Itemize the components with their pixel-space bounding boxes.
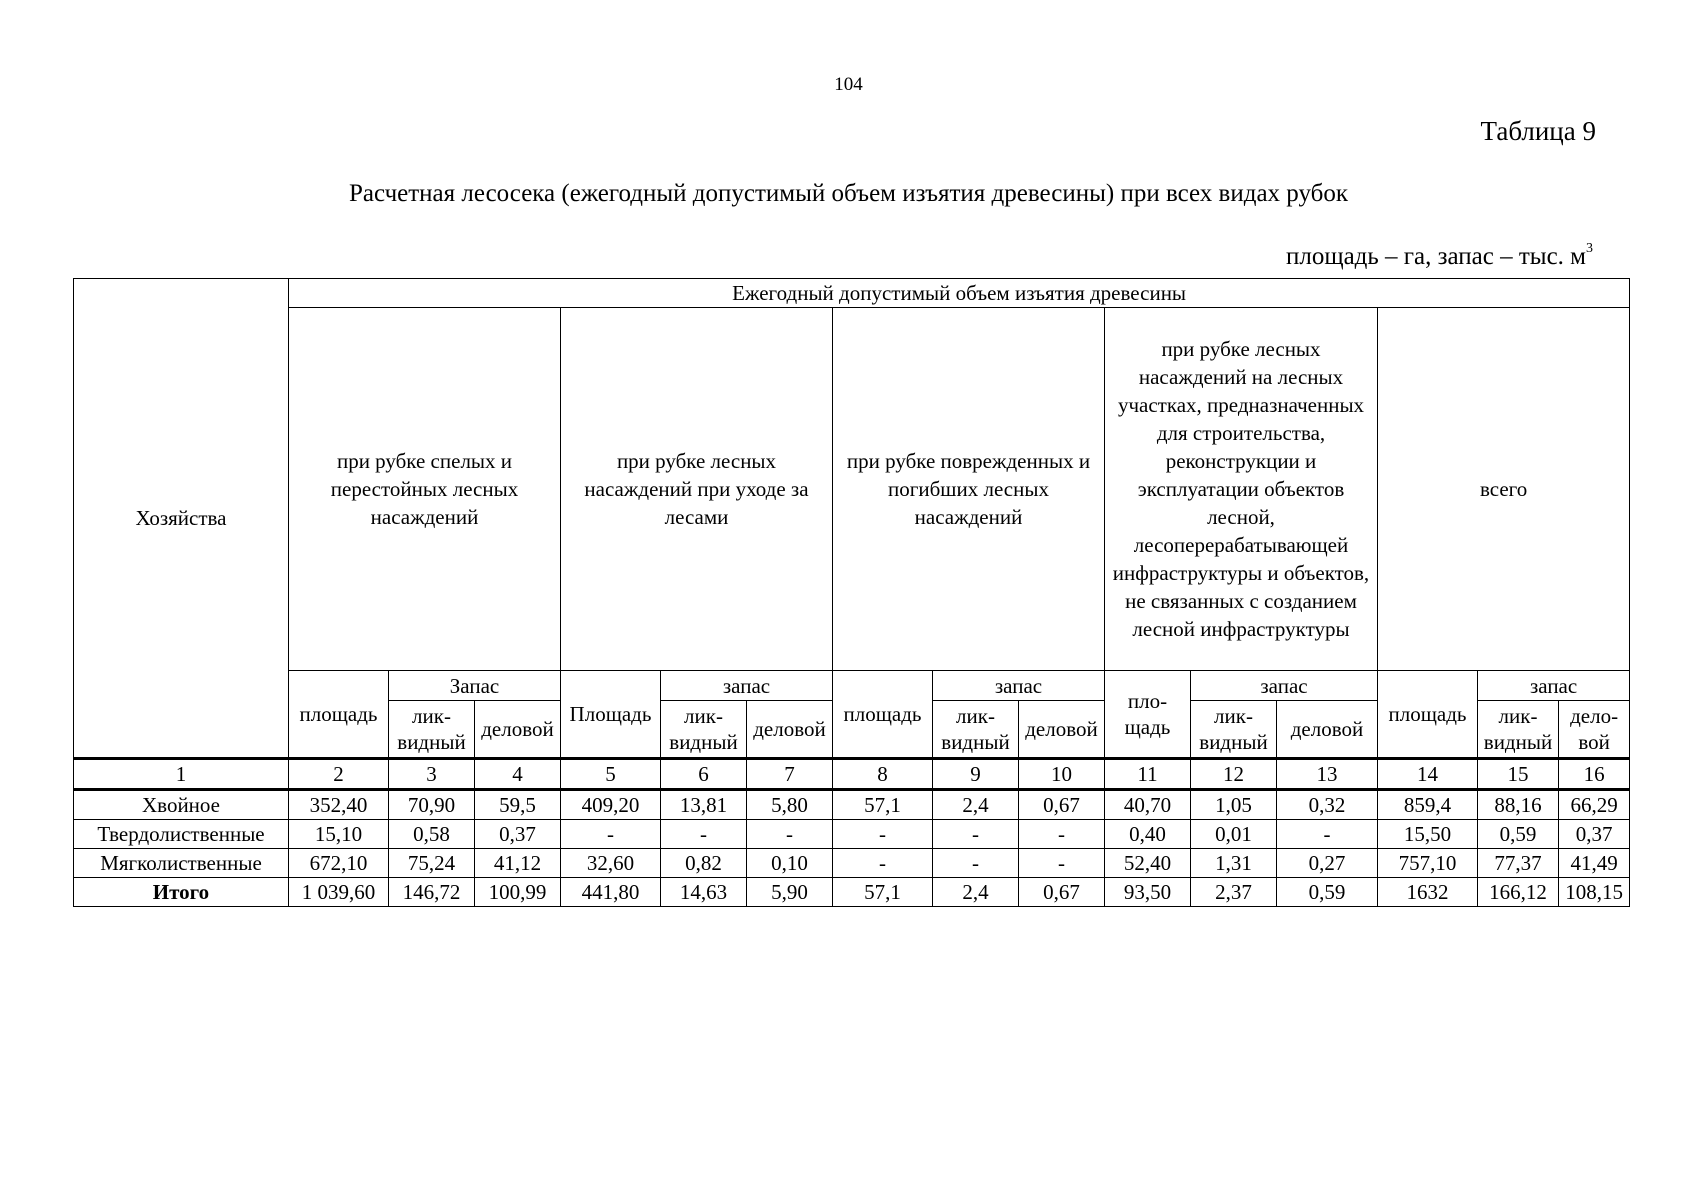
table-cell: 75,24 (389, 849, 475, 878)
table-cell: 32,60 (561, 849, 661, 878)
table-cell: 2,4 (933, 790, 1019, 820)
table-cell: 0,67 (1019, 790, 1105, 820)
column-number: 15 (1478, 759, 1559, 790)
table-cell: 0,37 (475, 820, 561, 849)
table-cell: 88,16 (1478, 790, 1559, 820)
stock-header: запас (1478, 671, 1630, 701)
table-cell: 0,27 (1277, 849, 1378, 878)
stock-header: запас (661, 671, 833, 701)
table-cell: 409,20 (561, 790, 661, 820)
table-cell: 15,50 (1378, 820, 1478, 849)
table-cell: - (1019, 849, 1105, 878)
table-cell: 441,80 (561, 878, 661, 907)
table-cell: 0,67 (1019, 878, 1105, 907)
column-number: 14 (1378, 759, 1478, 790)
table-cell: 66,29 (1559, 790, 1630, 820)
column-number: 7 (747, 759, 833, 790)
table-cell: - (661, 820, 747, 849)
table-cell: - (833, 820, 933, 849)
business-header: деловой (747, 701, 833, 759)
column-number-row (74, 759, 1630, 790)
table-cell: 52,40 (1105, 849, 1191, 878)
row-name: Мягколиственные (74, 849, 289, 878)
table-cell: - (1277, 820, 1378, 849)
table-cell: 41,49 (1559, 849, 1630, 878)
liquid-header: лик- видный (1191, 701, 1277, 759)
table-cell: 0,59 (1277, 878, 1378, 907)
row-name: Хвойное (74, 790, 289, 820)
table-cell: 70,90 (389, 790, 475, 820)
header-row-stock (74, 671, 1630, 701)
table-cell: 77,37 (1478, 849, 1559, 878)
units-text: площадь – га, запас – тыс. м (1285, 243, 1586, 270)
table-cell: 1632 (1378, 878, 1478, 907)
table-cell: 1,31 (1191, 849, 1277, 878)
business-header: деловой (1019, 701, 1105, 759)
business-header: деловой (475, 701, 561, 759)
table-cell: 15,10 (289, 820, 389, 849)
table-cell: 40,70 (1105, 790, 1191, 820)
table-row-conifer (74, 790, 1630, 820)
column-number: 6 (661, 759, 747, 790)
table-cell: 13,81 (661, 790, 747, 820)
group-header-construction: при рубке лесных насаждений на лесных участках, предназначенных для строительства, реконструкции и эксплуатации объектов лесной, лесоперерабатывающей инфраструктуры и объектов, не связанных с созданием лесной инфраструктуры (1105, 308, 1378, 671)
table-cell: 5,90 (747, 878, 833, 907)
liquid-header: лик- видный (661, 701, 747, 759)
business-header: дело- вой (1559, 701, 1630, 759)
harvest-table (73, 278, 1630, 907)
stock-header: Запас (389, 671, 561, 701)
table-cell: 757,10 (1378, 849, 1478, 878)
liquid-header: лик- видный (1478, 701, 1559, 759)
table-cell: 57,1 (833, 878, 933, 907)
liquid-header: лик- видный (933, 701, 1019, 759)
table-cell: 0,10 (747, 849, 833, 878)
table-cell: - (747, 820, 833, 849)
column-number: 8 (833, 759, 933, 790)
column-number: 16 (1559, 759, 1630, 790)
table-cell: - (933, 820, 1019, 849)
column-number: 10 (1019, 759, 1105, 790)
document-title: Расчетная лесосека (ежегодный допустимый объем изъятия древесины) при всех видах рубок (348, 180, 1349, 207)
column-number: 2 (289, 759, 389, 790)
header-row-top (74, 279, 1630, 308)
table-cell: 1,05 (1191, 790, 1277, 820)
table-cell: 0,82 (661, 849, 747, 878)
page-number: 104 (834, 74, 863, 95)
table-cell: 0,40 (1105, 820, 1191, 849)
column-number: 5 (561, 759, 661, 790)
table-cell: - (1019, 820, 1105, 849)
table-cell: 0,01 (1191, 820, 1277, 849)
column-number: 12 (1191, 759, 1277, 790)
table-cell: 14,63 (661, 878, 747, 907)
table-cell: 2,37 (1191, 878, 1277, 907)
table-cell: 166,12 (1478, 878, 1559, 907)
table-cell: 0,58 (389, 820, 475, 849)
group-header-mature: при рубке спелых и перестойных лесных насаждений (289, 308, 561, 671)
stock-header: запас (933, 671, 1105, 701)
table-label: Таблица 9 (1480, 116, 1596, 146)
table-cell: 5,80 (747, 790, 833, 820)
table-cell: 108,15 (1559, 878, 1630, 907)
table-row-total (74, 878, 1630, 907)
units-superscript: 3 (1586, 240, 1593, 256)
table-cell: 0,59 (1478, 820, 1559, 849)
table-cell: 41,12 (475, 849, 561, 878)
table-cell: - (933, 849, 1019, 878)
table-cell: 1 039,60 (289, 878, 389, 907)
area-header: площадь (1378, 671, 1478, 759)
table-cell: 352,40 (289, 790, 389, 820)
table-cell: 57,1 (833, 790, 933, 820)
table-cell: - (833, 849, 933, 878)
units-note (1285, 240, 1593, 271)
column-number: 4 (475, 759, 561, 790)
header-row-groups (74, 308, 1630, 671)
area-header: площадь (833, 671, 933, 759)
group-header-thinning: при рубке лесных насаждений при уходе за лесами (561, 308, 833, 671)
column-number: 13 (1277, 759, 1378, 790)
group-header-total: всего (1378, 308, 1630, 671)
area-header: Площадь (561, 671, 661, 759)
table-cell: 672,10 (289, 849, 389, 878)
table-cell: 0,32 (1277, 790, 1378, 820)
row-header: Хозяйства (74, 279, 289, 759)
stock-header: запас (1191, 671, 1378, 701)
table-cell: 100,99 (475, 878, 561, 907)
table-cell: 859,4 (1378, 790, 1478, 820)
column-number: 3 (389, 759, 475, 790)
table-cell: 146,72 (389, 878, 475, 907)
column-number: 9 (933, 759, 1019, 790)
liquid-header: лик- видный (389, 701, 475, 759)
row-name: Твердолиственные (74, 820, 289, 849)
group-header-damaged: при рубке поврежденных и погибших лесных насаждений (833, 308, 1105, 671)
top-header: Ежегодный допустимый объем изъятия древесины (289, 279, 1630, 308)
area-header: пло- щадь (1105, 671, 1191, 759)
row-name: Итого (74, 878, 289, 907)
table-cell: 2,4 (933, 878, 1019, 907)
column-number: 1 (74, 759, 289, 790)
area-header: площадь (289, 671, 389, 759)
table-cell: - (561, 820, 661, 849)
table-cell: 93,50 (1105, 878, 1191, 907)
table-row-softwood (74, 849, 1630, 878)
business-header: деловой (1277, 701, 1378, 759)
table-cell: 59,5 (475, 790, 561, 820)
table-cell: 0,37 (1559, 820, 1630, 849)
table-row-hardwood (74, 820, 1630, 849)
column-number: 11 (1105, 759, 1191, 790)
